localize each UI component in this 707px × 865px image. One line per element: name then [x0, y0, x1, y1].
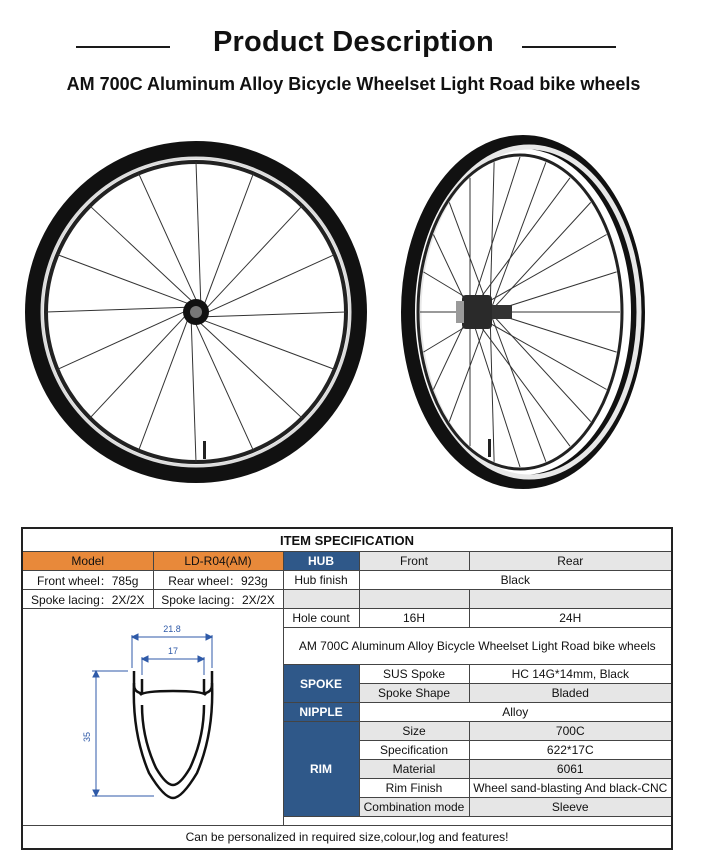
empty-cell [283, 590, 359, 609]
combination-label: Combination mode [359, 798, 469, 817]
combination-value: Sleeve [469, 798, 672, 817]
front-spoke [139, 318, 189, 450]
spacer-cell [359, 817, 469, 826]
front-spoke [206, 206, 302, 309]
hole-count-label: Hole count [283, 609, 359, 628]
table-footer: Can be personalized in required size,colour,log and features! [22, 826, 672, 850]
hub-finish-value: Black [359, 571, 672, 590]
empty-cell [359, 590, 469, 609]
rear-spoke [470, 157, 520, 312]
front-spoke [205, 312, 346, 317]
rear-spoke [470, 312, 520, 467]
rim-finish-label: Rim Finish [359, 779, 469, 798]
front-spoke [90, 206, 193, 302]
hole-count-rear: 24H [469, 609, 672, 628]
spacer-cell [469, 817, 672, 826]
front-spoke [191, 321, 196, 462]
rear-spoke [490, 162, 494, 312]
spoke-shape-label: Spoke Shape [359, 684, 469, 703]
spoke-lacing-front: Spoke lacing：2X/2X [22, 590, 153, 609]
front-spoke [57, 311, 186, 369]
spec-table [21, 527, 673, 850]
size-label: Size [359, 722, 469, 741]
rear-spoke [490, 162, 546, 312]
rim-profile-diagram [24, 613, 282, 819]
product-name-cell: AM 700C Aluminum Alloy Bicycle Wheelset Light Road bike wheels [283, 628, 672, 665]
material-label: Material [359, 760, 469, 779]
model-label: Model [22, 552, 153, 571]
rim-label: RIM [283, 722, 359, 817]
rear-spoke [490, 312, 546, 462]
front-wheel-weight: Front wheel：785g [22, 571, 153, 590]
table-title: ITEM SPECIFICATION [22, 528, 672, 552]
rim-height: 35 [81, 731, 92, 742]
front-spoke [57, 255, 189, 305]
wheelset-image [0, 115, 707, 515]
front-wheel [33, 149, 359, 475]
size-value: 700C [469, 722, 672, 741]
rim-finish-value: Wheel sand-blasting And black-CNC [469, 779, 672, 798]
specification-value: 622*17C [469, 741, 672, 760]
front-spoke [202, 320, 334, 370]
front-label: Front [359, 552, 469, 571]
front-spoke [195, 322, 253, 451]
front-spoke [206, 255, 335, 313]
front-spoke [139, 173, 197, 302]
title-row [0, 26, 707, 66]
hub-finish-label: Hub finish [283, 571, 359, 590]
rear-label: Rear [469, 552, 672, 571]
spoke-label: SPOKE [283, 665, 359, 703]
sus-spoke-value: HC 14G*14mm, Black [469, 665, 672, 684]
material-value: 6061 [469, 760, 672, 779]
rim-inner-width: 17 [167, 645, 178, 656]
nipple-label: NIPPLE [283, 703, 359, 722]
spacer-cell [283, 817, 359, 826]
front-spoke [46, 307, 187, 312]
front-spoke [90, 315, 186, 418]
hole-count-front: 16H [359, 609, 469, 628]
specification-label: Specification [359, 741, 469, 760]
front-spoke [204, 173, 254, 305]
page-title: Product Description [213, 26, 494, 58]
model-value: LD-R04(AM) [153, 552, 283, 571]
rim-outer-width: 21.8 [162, 623, 181, 634]
page-subtitle: AM 700C Aluminum Alloy Bicycle Wheelset Light Road bike wheels [66, 74, 641, 94]
sus-spoke-label: SUS Spoke [359, 665, 469, 684]
rear-wheel-weight: Rear wheel：923g [153, 571, 283, 590]
hub-label: HUB [283, 552, 359, 571]
spoke-shape-value: Bladed [469, 684, 672, 703]
nipple-value: Alloy [359, 703, 672, 722]
title-right-rule [522, 46, 616, 48]
rim-profile-cell [22, 609, 283, 826]
rear-wheel [408, 142, 639, 482]
front-spoke [196, 162, 201, 303]
front-spoke [199, 322, 302, 418]
empty-cell [469, 590, 672, 609]
spoke-lacing-rear: Spoke lacing：2X/2X [153, 590, 283, 609]
